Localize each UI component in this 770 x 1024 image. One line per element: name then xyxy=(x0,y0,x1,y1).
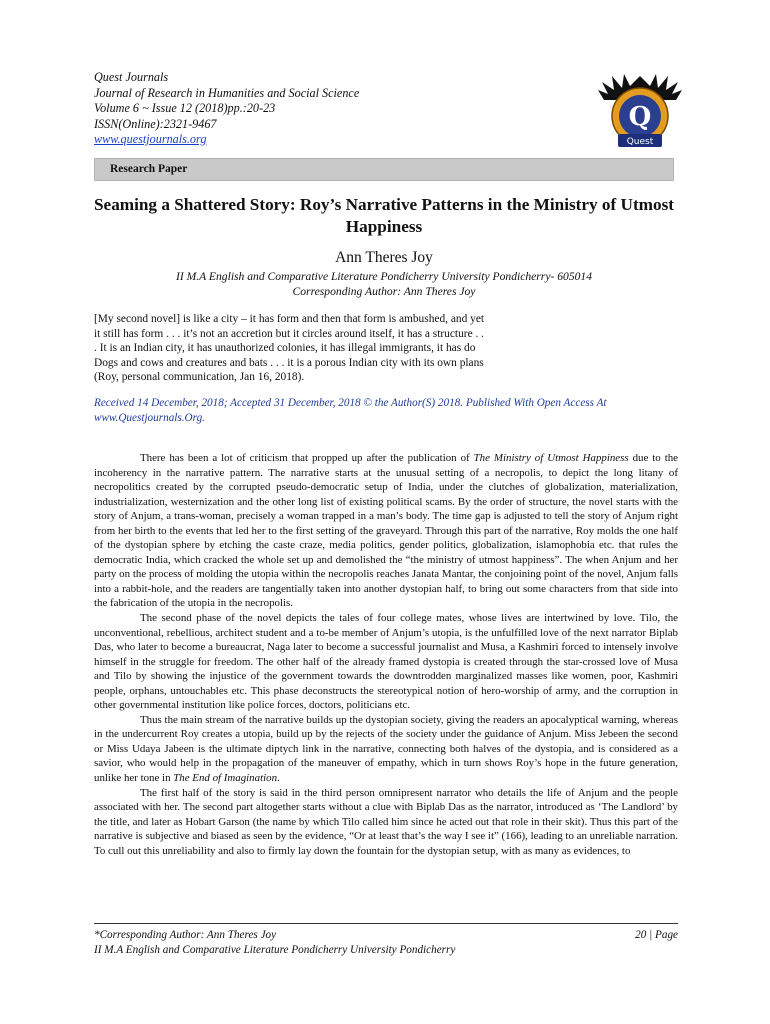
footer-corresponding-author: *Corresponding Author: Ann Theres Joy xyxy=(94,929,277,941)
epigraph xyxy=(94,312,540,385)
body-text xyxy=(94,451,678,858)
epigraph-line: [My second novel] is like a city – it has form and then that form is ambushed, and yet xyxy=(94,313,485,325)
footer-divider xyxy=(94,923,678,924)
paragraph xyxy=(94,786,678,859)
paragraph xyxy=(94,713,678,786)
book-title-italic: The Ministry of Utmost Happiness xyxy=(473,452,629,464)
section-label: Research Paper xyxy=(110,163,188,175)
epigraph-line: (Roy, personal communication, Jan 16, 2018). xyxy=(94,371,305,384)
journal-issn: ISSN(Online):2321-9467 xyxy=(94,116,217,131)
page-footer xyxy=(94,928,678,957)
quest-logo xyxy=(594,66,686,154)
paragraph-text: The second phase of the novel depicts the tales of four college mates, whose lives are intertwined by love. Tilo, the unconventional, rebellious, architect student and a to-be member of Anjum’s utopia, is the unfulfilled love of the next narrator Biplab Das, who later to become a bureaucrat, Naga later to become a successful journalist and Musa, a Kashmiri forced to intensely involve himself in the struggle for freedom. The other half of the already framed dystopia is created through the star-crossed love of Musa and Tilo by showing the injustice of the government towards the downtrodden marginalized masses like women, poor, Kashmiri people, orphans, untouchables etc. This phase deconstructs the stereotypical notion of hero-worship of army, and the corruption in other governmental institution like police forces, doctors, politicians etc. xyxy=(94,612,678,712)
paragraph xyxy=(94,451,678,611)
section-label-bar xyxy=(94,158,674,181)
paragraph-text: . xyxy=(277,772,280,785)
journal-volume: Volume 6 ~ Issue 12 (2018)pp.:20-23 xyxy=(94,101,276,115)
affiliation: II M.A English and Comparative Literature Pondicherry University Pondicherry- 605014 xyxy=(175,270,593,283)
paragraph xyxy=(94,611,678,713)
paper-title: Seaming a Shattered Story: Roy’s Narrative Patterns in the Ministry of Utmost Happiness xyxy=(94,195,674,236)
paragraph-text: The first half of the story is said in the third person omnipresent narrator who details the life of Anjum and the people associated with her. The second part altogether starts without a clue with Biplab Das as the narrator, introduced as ‘The Landlord’ by the title, and later as Hobart Garson (the name by which Tilo called him since he acted out that role in their skit). Thus this part of the narrative is subjective and biased as seen by the evidence, “Or at least that’s the way I see it” (166), leading to an unreliable narration. To cull out this unreliability and also to firmly lay down the fountain for the dystopian setup, with as many as evidences, to xyxy=(94,786,678,857)
journal-full-name: Journal of Research in Humanities and Social Science xyxy=(94,85,360,100)
author-affiliation-block xyxy=(94,270,674,299)
journal-url-link[interactable]: www.questjournals.org xyxy=(94,132,207,146)
journal-name: Quest Journals xyxy=(94,70,169,84)
paragraph-text: due to the incoherency in the narrative pattern. The narrative starts at the unusual setting of a necropolis, to depict the long litany of necropolitics created by the corrupted pseudo-democratic setup of India, under the clutches of globalization, materialization, industrialization, westernization and the other long list of existing political scams. By the order of structure, the novel starts with the story of Anjum, a trans-woman, precisely a woman trapped in a man’s body. The time gap is adjusted to tell the story of Anjum right from her birth to the events that led her to the first setting of the graveyard. Through this part of the narrative, Roy molds the one half of the dystopian sphere by etching the caste craze, media politics, gender politics, globalization, islamophobia etc. that rules the democratic India, which cracked the whole set up and demolished the “the ministry of utmost happiness”. The when Anjum and her party on the process of molding the utopia within the necropolis reaches Janata Mantar, the conjoining point of the novel, Anjum falls into a rabbit-hole, and the readers are tangentially taken into another dystopian half, to bring out some characters from that side into the fabrication of the utopia in the necropolis. xyxy=(94,452,678,610)
page-number: 20 | Page xyxy=(635,929,678,941)
journal-header xyxy=(94,70,514,148)
paragraph-text: There has been a lot of criticism that propped up after the publication of xyxy=(140,452,474,464)
corresponding-author: Corresponding Author: Ann Theres Joy xyxy=(292,284,476,298)
epigraph-line: it still has form . . . it’s not an accretion but it circles around itself, it has a structure . . xyxy=(94,327,485,340)
paragraph-text: Thus the main stream of the narrative builds up the dystopian society, giving the readers an apocalyptical warning, whereas in the undercurrent Roy creates a utopia, build up by the rejects of the society under the guidance of Anjum. Miss Jebeen the second or Miss Udaya Jabeen is the ultimate diptych link in the narrative, connecting both halves of the dystopia, and is considered as a savior, who would help in the propagation of the maneuver of empathy, which in turn shows Roy’s hope in the future generation, unlike her tone in xyxy=(94,713,678,785)
epigraph-line: Dogs and cows and creatures and bats . . . it is a porous Indian city with its own plans xyxy=(94,356,484,369)
book-title-italic: The End of Imagination xyxy=(173,772,278,785)
logo-letter: Q xyxy=(628,102,652,132)
logo-banner-text: Quest xyxy=(626,137,654,147)
author-name: Ann Theres Joy xyxy=(335,249,433,266)
epigraph-line: . It is an Indian city, it has unauthorized colonies, it has illegal immigrants, it has do xyxy=(94,342,476,355)
received-accepted-note: Received 14 December, 2018; Accepted 31 December, 2018 © the Author(S) 2018. Published With Open Access At www.Questjournals.Org. xyxy=(94,397,607,424)
footer-affiliation: II M.A English and Comparative Literature Pondicherry University Pondicherry xyxy=(94,943,456,956)
